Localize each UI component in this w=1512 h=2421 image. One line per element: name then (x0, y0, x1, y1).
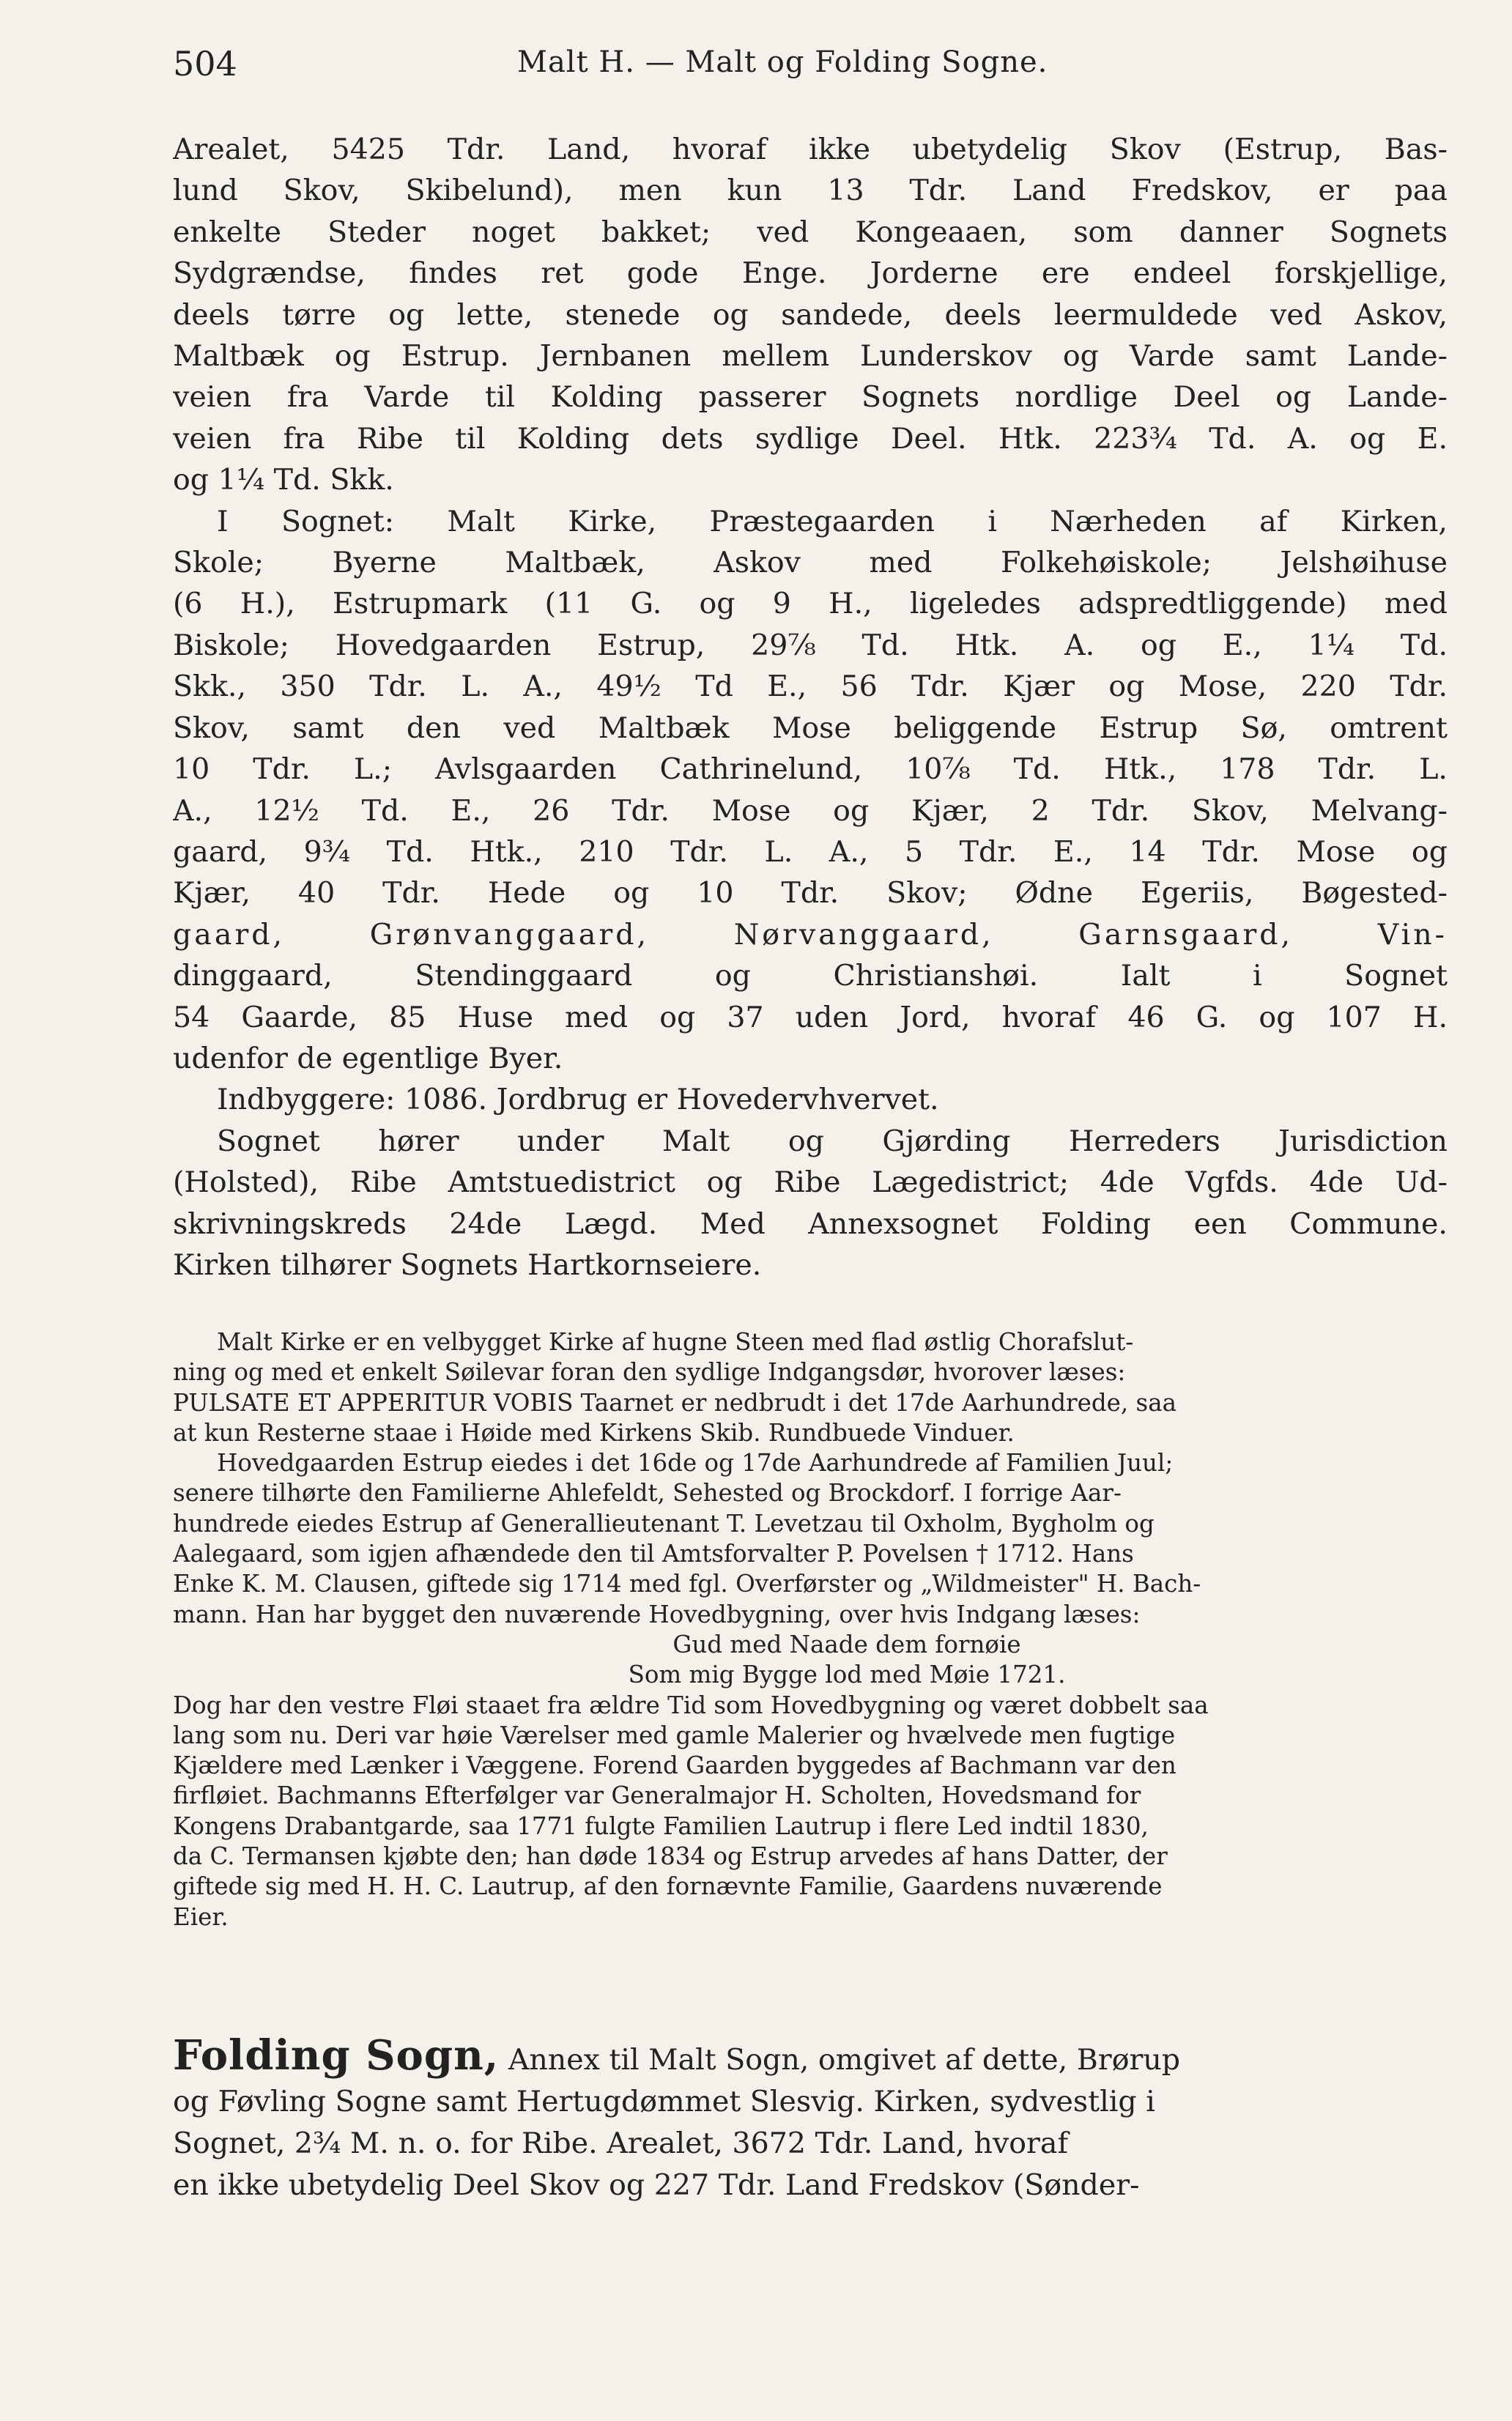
note-line: Enke K. M. Clausen, giftede sig 1714 med fgl. Overførster og „Wildmeister" H. Bach- (173, 1570, 1201, 1598)
text-line: Kjær, 40 Tdr. Hede og 10 Tdr. Skov; Ødne Egeriis, Bøgested- (173, 876, 1448, 911)
text-line: Biskole; Hovedgaarden Estrup, 29⅞ Td. Htk. A. og E., 1¼ Td. (173, 628, 1448, 662)
section-line: Sognet, 2¾ M. n. o. for Ribe. Arealet, 3672 Tdr. Land, hvoraf (173, 2127, 1069, 2160)
note-line: giftede sig med H. H. C. Lautrup, af den fornævnte Familie, Gaardens nuværende (173, 1872, 1163, 1901)
text-line: Kirken tilhører Sognets Hartkornseiere. (173, 1247, 762, 1282)
text-line: veien fra Varde til Kolding passerer Sognets nordlige Deel og Lande- (173, 380, 1448, 415)
section-first-line (173, 2035, 1448, 2081)
note-line: senere tilhørte den Familierne Ahlefeldt, Sehested og Brockdorf. I forrige Aar- (173, 1479, 1122, 1508)
text-line: Arealet, 5425 Tdr. Land, hvoraf ikke ubetydelig Skov (Estrup, Bas- (173, 133, 1448, 166)
page-number: 504 (173, 44, 237, 84)
note-line: Dog har den vestre Fløi staaet fra ældre Tid som Hovedbygning og været dobbelt saa (173, 1691, 1209, 1719)
text-line: Sydgrændse, findes ret gode Enge. Jorderne ere endeel forskjellige, (173, 256, 1448, 291)
text-line: og 1¼ Td. Skk. (173, 463, 394, 497)
text-line: Indbyggere: 1086. Jordbrug er Hovedervhvervet. (217, 1083, 939, 1117)
note-line: da C. Termansen kjøbte den; han døde 1834 og Estrup arvedes af hans Datter, der (173, 1842, 1168, 1871)
text-line: Sognet hører under Malt og Gjørding Herreders Jurisdiction (217, 1124, 1448, 1158)
text-line: (Holsted), Ribe Amtstuedistrict og Ribe Lægedistrict; 4de Vgfds. 4de Ud- (173, 1165, 1448, 1200)
note-line: Aalegaard, som igjen afhændede den til Amtsforvalter P. Povelsen † 1712. Hans (173, 1540, 1134, 1568)
text-line: udenfor de egentlige Byer. (173, 1041, 563, 1075)
section-line: en ikke ubetydelig Deel Skov og 227 Tdr. Land Fredskov (Sønder- (173, 2168, 1140, 2202)
note-line: ning og med et enkelt Søilevar foran den sydlige Indgangsdør, hvorover læses: (173, 1358, 1126, 1387)
section-heading: Folding Sogn, (173, 2035, 500, 2080)
text-line: veien fra Ribe til Kolding dets sydlige Deel. Htk. 223¾ Td. A. og E. (173, 421, 1448, 456)
running-head: Malt H. — Malt og Folding Sogne. (517, 45, 1048, 79)
text-line: (6 H.), Estrupmark (11 G. og 9 H., ligeledes adspredtliggende) med (173, 587, 1448, 621)
text-line: Skk., 350 Tdr. L. A., 49½ Td E., 56 Tdr. Kjær og Mose, 220 Tdr. (173, 670, 1448, 704)
note-line: at kun Resterne staae i Høide med Kirkens Skib. Rundbuede Vinduer. (173, 1418, 1015, 1447)
text-line: gaard, Grønvanggaard, Nørvanggaard, Garnsgaard, Vin- (173, 917, 1448, 952)
text-line: gaard, 9¾ Td. Htk., 210 Tdr. L. A., 5 Tdr. E., 14 Tdr. Mose og (173, 834, 1448, 869)
text-line: Maltbæk og Estrup. Jernbanen mellem Lunderskov og Varde samt Lande- (173, 339, 1448, 374)
text-line: Skov, samt den ved Maltbæk Mose beliggende Estrup Sø, omtrent (173, 711, 1448, 745)
text-line: dinggaard, Stendinggaard og Christianshøi. Ialt i Sognet (173, 959, 1448, 993)
small-print-notes (173, 1327, 1448, 1932)
text-line: skrivningskreds 24de Lægd. Med Annexsognet Folding een Commune. (173, 1206, 1448, 1241)
text-line: 54 Gaarde, 85 Huse med og 37 uden Jord, hvoraf 46 G. og 107 H. (173, 1000, 1448, 1034)
text-line: Skole; Byerne Maltbæk, Askov med Folkehøiskole; Jelshøihuse (173, 546, 1448, 580)
note-line: PULSATE ET APPERITUR VOBIS Taarnet er nedbrudt i det 17de Aarhundrede, saa (173, 1388, 1176, 1417)
note-line: Malt Kirke er en velbygget Kirke af hugne Steen med flad østlig Chorafslut- (217, 1328, 1134, 1356)
main-text (173, 129, 1448, 1286)
note-line: firfløiet. Bachmanns Efterfølger var Generalmajor H. Scholten, Hovedsmand for (173, 1782, 1141, 1810)
folding-sogn-section (173, 2035, 1448, 2206)
note-line: Kjældere med Lænker i Væggene. Forend Gaarden byggedes af Bachmann var den (173, 1751, 1176, 1780)
note-line: Hovedgaarden Estrup eiedes i det 16de og 17de Aarhundrede af Familien Juul; (217, 1449, 1174, 1478)
note-line: lang som nu. Deri var høie Værelser med gamle Malerier og hvælvede men fugtige (173, 1721, 1176, 1749)
note-line: mann. Han har bygget den nuværende Hovedbygning, over hvis Indgang læses: (173, 1600, 1141, 1628)
section-line: Annex til Malt Sogn, omgivet af dette, Brørup (508, 2043, 1181, 2077)
note-line: Kongens Drabantgarde, saa 1771 fulgte Familien Lautrup i flere Led indtil 1830, (173, 1812, 1149, 1840)
text-line: lund Skov, Skibelund), men kun 13 Tdr. Land Fredskov, er paa (173, 174, 1448, 208)
text-line: A., 12½ Td. E., 26 Tdr. Mose og Kjær, 2 Tdr. Skov, Melvang- (173, 793, 1448, 828)
section-line: og Føvling Sogne samt Hertugdømmet Slesvig. Kirken, sydvestlig i (173, 2085, 1155, 2118)
text-line: 10 Tdr. L.; Avlsgaarden Cathrinelund, 10⅞ Td. Htk., 178 Tdr. L. (173, 752, 1448, 787)
page-header (173, 38, 1448, 82)
note-verse-line: Gud med Naade dem fornøie (672, 1630, 1021, 1658)
text-line: enkelte Steder noget bakket; ved Kongeaaen, som danner Sognets (173, 215, 1448, 249)
text-line: I Sognet: Malt Kirke, Præstegaarden i Nærheden af Kirken, (217, 504, 1448, 538)
note-verse-line: Som mig Bygge lod med Møie 1721. (628, 1661, 1066, 1689)
note-line: hundrede eiedes Estrup af Generallieutenant T. Levetzau til Oxholm, Bygholm og (173, 1509, 1155, 1538)
text-line: deels tørre og lette, stenede og sandede, deels leermuldede ved Askov, (173, 297, 1448, 332)
note-line: Eier. (173, 1902, 229, 1931)
